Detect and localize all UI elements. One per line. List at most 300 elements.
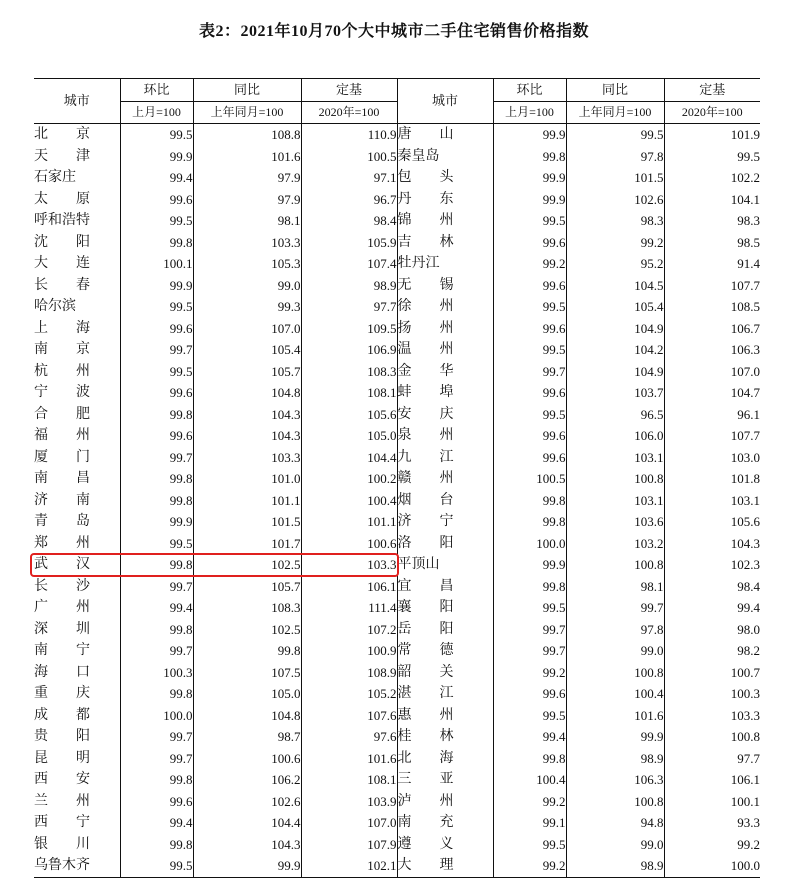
right-yoy-cell: 100.8 (566, 554, 664, 576)
right-fixed-cell: 103.1 (664, 490, 760, 512)
left-mom-cell: 99.8 (120, 683, 193, 705)
table-row (34, 554, 760, 576)
left-fixed-cell: 101.1 (301, 511, 397, 533)
right-city-cell: 锦 州 (397, 210, 493, 232)
left-fixed-cell: 111.4 (301, 597, 397, 619)
right-mom-cell: 99.7 (493, 619, 566, 641)
header-fixed-base-left: 2020年=100 (301, 101, 397, 124)
left-yoy-cell: 97.9 (193, 167, 301, 189)
right-mom-cell: 99.2 (493, 662, 566, 684)
right-fixed-cell: 104.1 (664, 189, 760, 211)
left-mom-cell: 99.8 (120, 468, 193, 490)
left-mom-cell: 99.6 (120, 382, 193, 404)
left-mom-cell: 99.7 (120, 339, 193, 361)
left-fixed-cell: 109.5 (301, 318, 397, 340)
left-fixed-cell: 104.4 (301, 447, 397, 469)
left-fixed-cell: 97.7 (301, 296, 397, 318)
right-mom-cell: 99.8 (493, 490, 566, 512)
right-city-cell: 包 头 (397, 167, 493, 189)
left-city-cell: 宁 波 (34, 385, 90, 400)
right-mom-cell: 99.6 (493, 382, 566, 404)
right-fixed-cell: 96.1 (664, 404, 760, 426)
left-mom-cell: 100.0 (120, 705, 193, 727)
table-row (34, 748, 760, 770)
left-yoy-cell: 104.3 (193, 404, 301, 426)
left-fixed-cell: 98.9 (301, 275, 397, 297)
right-yoy-cell: 99.7 (566, 597, 664, 619)
left-city-cell: 沈 阳 (34, 234, 90, 250)
left-city-cell: 太 原 (34, 191, 90, 207)
right-city-cell: 平顶山 (397, 554, 493, 576)
table-row (34, 425, 760, 447)
right-mom-cell: 99.7 (493, 361, 566, 383)
right-fixed-cell: 99.4 (664, 597, 760, 619)
right-fixed-cell: 91.4 (664, 253, 760, 275)
left-fixed-cell: 103.3 (301, 554, 397, 576)
left-yoy-cell: 103.3 (193, 232, 301, 254)
right-city-cell: 温 州 (397, 339, 493, 361)
right-fixed-cell: 99.2 (664, 834, 760, 856)
left-city-cell: 海 口 (34, 664, 90, 680)
left-mom-cell: 99.7 (120, 447, 193, 469)
right-yoy-cell: 94.8 (566, 812, 664, 834)
table-row (34, 318, 760, 340)
right-mom-cell: 99.6 (493, 425, 566, 447)
right-city-cell: 扬 州 (397, 318, 493, 340)
left-fixed-cell: 108.1 (301, 382, 397, 404)
right-mom-cell: 99.1 (493, 812, 566, 834)
right-fixed-cell: 103.3 (664, 705, 760, 727)
table-row (34, 361, 760, 383)
left-mom-cell: 99.8 (120, 834, 193, 856)
header-mom-right: 环比 (493, 79, 566, 102)
left-city-cell: 长 春 (34, 277, 90, 293)
right-yoy-cell: 96.5 (566, 404, 664, 426)
left-mom-cell: 99.8 (120, 490, 193, 512)
right-city-cell: 襄 阳 (397, 597, 493, 619)
left-fixed-cell: 110.9 (301, 124, 397, 146)
left-city-cell: 成 都 (34, 707, 90, 723)
left-city-cell: 长 沙 (34, 578, 90, 594)
right-city-cell: 宜 昌 (397, 576, 493, 598)
table-row (34, 640, 760, 662)
right-yoy-cell: 98.9 (566, 748, 664, 770)
left-yoy-cell: 98.7 (193, 726, 301, 748)
right-mom-cell: 99.5 (493, 296, 566, 318)
right-fixed-cell: 100.3 (664, 683, 760, 705)
right-yoy-cell: 106.0 (566, 425, 664, 447)
right-mom-cell: 99.6 (493, 318, 566, 340)
right-mom-cell: 99.8 (493, 146, 566, 168)
right-city-cell: 湛 江 (397, 683, 493, 705)
right-yoy-cell: 104.9 (566, 318, 664, 340)
header-fixed-right: 定基 (664, 79, 760, 102)
left-city-cell: 呼和浩特 (34, 213, 90, 228)
header-yoy-left: 同比 (193, 79, 301, 102)
left-fixed-cell: 100.9 (301, 640, 397, 662)
right-city-cell: 桂 林 (397, 726, 493, 748)
right-fixed-cell: 107.7 (664, 425, 760, 447)
right-mom-cell: 100.5 (493, 468, 566, 490)
left-mom-cell: 99.4 (120, 167, 193, 189)
left-yoy-cell: 102.6 (193, 791, 301, 813)
left-fixed-cell: 100.6 (301, 533, 397, 555)
right-fixed-cell: 97.7 (664, 748, 760, 770)
header-city-right: 城市 (397, 79, 493, 124)
right-city-cell: 大 理 (397, 855, 493, 877)
right-fixed-cell: 100.7 (664, 662, 760, 684)
left-mom-cell: 99.5 (120, 124, 193, 146)
right-yoy-cell: 99.2 (566, 232, 664, 254)
left-city-cell: 杭 州 (34, 363, 90, 379)
left-city-cell: 武 汉 (34, 557, 90, 572)
left-yoy-cell: 105.3 (193, 253, 301, 275)
table-row (34, 619, 760, 641)
left-fixed-cell: 100.2 (301, 468, 397, 490)
right-yoy-cell: 103.2 (566, 533, 664, 555)
left-yoy-cell: 107.5 (193, 662, 301, 684)
header-mom-base-left: 上月=100 (120, 101, 193, 124)
left-yoy-cell: 105.4 (193, 339, 301, 361)
table-row (34, 812, 760, 834)
right-yoy-cell: 100.8 (566, 468, 664, 490)
left-fixed-cell: 98.4 (301, 210, 397, 232)
left-mom-cell: 99.9 (120, 275, 193, 297)
table-row (34, 232, 760, 254)
left-fixed-cell: 100.4 (301, 490, 397, 512)
left-city-cell: 上 海 (34, 320, 90, 336)
left-fixed-cell: 107.4 (301, 253, 397, 275)
left-mom-cell: 99.5 (120, 296, 193, 318)
table-row (34, 834, 760, 856)
left-mom-cell: 99.9 (120, 511, 193, 533)
left-mom-cell: 99.5 (120, 361, 193, 383)
right-mom-cell: 99.5 (493, 339, 566, 361)
right-mom-cell: 99.5 (493, 404, 566, 426)
right-fixed-cell: 98.4 (664, 576, 760, 598)
right-mom-cell: 99.9 (493, 189, 566, 211)
right-city-cell: 洛 阳 (397, 533, 493, 555)
right-city-cell: 蚌 埠 (397, 382, 493, 404)
table-row (34, 511, 760, 533)
right-city-cell: 秦皇岛 (397, 146, 493, 168)
left-yoy-cell: 101.5 (193, 511, 301, 533)
header-fixed-base-right: 2020年=100 (664, 101, 760, 124)
table-row (34, 404, 760, 426)
left-yoy-cell: 105.0 (193, 683, 301, 705)
left-fixed-cell: 105.6 (301, 404, 397, 426)
left-yoy-cell: 105.7 (193, 576, 301, 598)
header-yoy-base-left: 上年同月=100 (193, 101, 301, 124)
left-city-cell: 南 京 (34, 342, 90, 357)
table-row (34, 189, 760, 211)
right-city-cell: 常 德 (397, 640, 493, 662)
right-fixed-cell: 98.5 (664, 232, 760, 254)
right-yoy-cell: 101.5 (566, 167, 664, 189)
right-fixed-cell: 100.8 (664, 726, 760, 748)
right-yoy-cell: 99.0 (566, 640, 664, 662)
right-mom-cell: 99.5 (493, 597, 566, 619)
left-yoy-cell: 104.8 (193, 382, 301, 404)
left-mom-cell: 99.5 (120, 855, 193, 877)
right-city-cell: 岳 阳 (397, 619, 493, 641)
table-row (34, 705, 760, 727)
right-fixed-cell: 102.3 (664, 554, 760, 576)
right-city-cell: 惠 州 (397, 705, 493, 727)
left-mom-cell: 99.5 (120, 533, 193, 555)
right-mom-cell: 99.6 (493, 232, 566, 254)
left-mom-cell: 99.8 (120, 619, 193, 641)
left-city-cell: 重 庆 (34, 686, 90, 701)
table-row (34, 533, 760, 555)
left-fixed-cell: 100.5 (301, 146, 397, 168)
right-city-cell: 北 海 (397, 748, 493, 770)
right-fixed-cell: 101.9 (664, 124, 760, 146)
left-fixed-cell: 96.7 (301, 189, 397, 211)
right-city-cell: 烟 台 (397, 490, 493, 512)
left-city-cell: 西 安 (34, 772, 90, 787)
left-mom-cell: 99.8 (120, 554, 193, 576)
left-city-cell: 乌鲁木齐 (34, 855, 120, 877)
table-row (34, 490, 760, 512)
right-yoy-cell: 99.0 (566, 834, 664, 856)
left-yoy-cell: 102.5 (193, 619, 301, 641)
left-city-cell: 北 京 (34, 127, 90, 142)
right-fixed-cell: 104.7 (664, 382, 760, 404)
right-fixed-cell: 102.2 (664, 167, 760, 189)
right-yoy-cell: 99.9 (566, 726, 664, 748)
right-fixed-cell: 99.5 (664, 146, 760, 168)
right-mom-cell: 100.4 (493, 769, 566, 791)
left-city-cell: 西 宁 (34, 815, 90, 830)
left-city-cell: 天 津 (34, 148, 90, 164)
right-fixed-cell: 100.1 (664, 791, 760, 813)
right-mom-cell: 99.5 (493, 210, 566, 232)
left-mom-cell: 99.8 (120, 404, 193, 426)
left-city-cell: 贵 阳 (34, 729, 90, 744)
header-city-left: 城市 (34, 79, 120, 124)
left-city-cell: 深 圳 (34, 621, 90, 637)
left-city-cell: 石家庄 (34, 170, 76, 185)
right-fixed-cell: 108.5 (664, 296, 760, 318)
left-fixed-cell: 102.1 (301, 855, 397, 877)
left-fixed-cell: 105.2 (301, 683, 397, 705)
right-city-cell: 无 锡 (397, 275, 493, 297)
right-yoy-cell: 103.6 (566, 511, 664, 533)
left-mom-cell: 99.4 (120, 597, 193, 619)
left-fixed-cell: 101.6 (301, 748, 397, 770)
left-fixed-cell: 108.9 (301, 662, 397, 684)
right-mom-cell: 99.6 (493, 683, 566, 705)
left-mom-cell: 99.7 (120, 576, 193, 598)
right-fixed-cell: 100.0 (664, 855, 760, 877)
left-mom-cell: 99.7 (120, 748, 193, 770)
table-row (34, 662, 760, 684)
right-yoy-cell: 105.4 (566, 296, 664, 318)
right-city-cell: 吉 林 (397, 232, 493, 254)
right-mom-cell: 99.9 (493, 167, 566, 189)
left-yoy-cell: 99.9 (193, 855, 301, 877)
left-yoy-cell: 98.1 (193, 210, 301, 232)
left-yoy-cell: 100.6 (193, 748, 301, 770)
right-mom-cell: 99.2 (493, 253, 566, 275)
left-city-cell: 大 连 (34, 256, 90, 271)
right-fixed-cell: 98.2 (664, 640, 760, 662)
left-yoy-cell: 101.7 (193, 533, 301, 555)
left-fixed-cell: 97.1 (301, 167, 397, 189)
left-city-cell: 银 川 (34, 836, 90, 852)
left-yoy-cell: 99.8 (193, 640, 301, 662)
table-row (34, 683, 760, 705)
right-fixed-cell: 106.7 (664, 318, 760, 340)
left-mom-cell: 99.6 (120, 318, 193, 340)
left-city-cell: 广 州 (34, 600, 90, 615)
right-yoy-cell: 97.8 (566, 146, 664, 168)
right-city-cell: 金 华 (397, 361, 493, 383)
table-row (34, 146, 760, 168)
right-mom-cell: 99.6 (493, 447, 566, 469)
right-city-cell: 泸 州 (397, 791, 493, 813)
right-yoy-cell: 103.7 (566, 382, 664, 404)
left-city-cell: 济 南 (34, 492, 90, 508)
table-row (34, 275, 760, 297)
right-mom-cell: 99.9 (493, 124, 566, 146)
left-city-cell: 南 昌 (34, 471, 90, 486)
right-yoy-cell: 100.8 (566, 662, 664, 684)
left-city-cell: 青 岛 (34, 514, 90, 529)
right-yoy-cell: 98.1 (566, 576, 664, 598)
left-mom-cell: 99.8 (120, 769, 193, 791)
table-row (34, 167, 760, 189)
left-yoy-cell: 107.0 (193, 318, 301, 340)
left-mom-cell: 99.9 (120, 146, 193, 168)
left-city-cell: 合 肥 (34, 406, 90, 422)
left-mom-cell: 100.1 (120, 253, 193, 275)
right-fixed-cell: 106.3 (664, 339, 760, 361)
right-yoy-cell: 104.2 (566, 339, 664, 361)
right-yoy-cell: 106.3 (566, 769, 664, 791)
right-mom-cell: 99.8 (493, 576, 566, 598)
right-city-cell: 遵 义 (397, 834, 493, 856)
right-yoy-cell: 97.8 (566, 619, 664, 641)
right-yoy-cell: 104.9 (566, 361, 664, 383)
table-row (34, 769, 760, 791)
left-fixed-cell: 103.9 (301, 791, 397, 813)
right-yoy-cell: 98.9 (566, 855, 664, 877)
right-yoy-cell: 104.5 (566, 275, 664, 297)
right-yoy-cell: 100.4 (566, 683, 664, 705)
right-fixed-cell: 106.1 (664, 769, 760, 791)
right-fixed-cell: 93.3 (664, 812, 760, 834)
table-title: 表2：2021年10月70个大中城市二手住宅销售价格指数 (198, 23, 589, 40)
right-city-cell: 南 充 (397, 812, 493, 834)
right-mom-cell: 99.2 (493, 791, 566, 813)
left-yoy-cell: 101.0 (193, 468, 301, 490)
left-fixed-cell: 108.3 (301, 361, 397, 383)
table-row (34, 210, 760, 232)
right-yoy-cell: 103.1 (566, 490, 664, 512)
right-fixed-cell: 104.3 (664, 533, 760, 555)
right-mom-cell: 99.2 (493, 855, 566, 877)
table-row (34, 726, 760, 748)
table-row (34, 382, 760, 404)
table-row (34, 296, 760, 318)
right-yoy-cell: 102.6 (566, 189, 664, 211)
right-city-cell: 安 庆 (397, 404, 493, 426)
header-yoy-base-right: 上年同月=100 (566, 101, 664, 124)
left-fixed-cell: 107.2 (301, 619, 397, 641)
right-fixed-cell: 107.0 (664, 361, 760, 383)
left-yoy-cell: 99.3 (193, 296, 301, 318)
right-fixed-cell: 105.6 (664, 511, 760, 533)
left-mom-cell: 99.6 (120, 425, 193, 447)
right-city-cell: 韶 关 (397, 662, 493, 684)
right-city-cell: 赣 州 (397, 468, 493, 490)
right-fixed-cell: 98.0 (664, 619, 760, 641)
left-fixed-cell: 107.0 (301, 812, 397, 834)
right-fixed-cell: 107.7 (664, 275, 760, 297)
price-index-table (34, 78, 760, 878)
left-yoy-cell: 106.2 (193, 769, 301, 791)
left-yoy-cell: 101.1 (193, 490, 301, 512)
left-yoy-cell: 104.3 (193, 425, 301, 447)
right-yoy-cell: 99.5 (566, 124, 664, 146)
right-mom-cell: 99.7 (493, 640, 566, 662)
left-city-cell: 福 州 (34, 428, 90, 443)
left-yoy-cell: 97.9 (193, 189, 301, 211)
table-row (34, 597, 760, 619)
left-fixed-cell: 106.1 (301, 576, 397, 598)
table-row (34, 253, 760, 275)
right-city-cell: 泉 州 (397, 425, 493, 447)
right-yoy-cell: 101.6 (566, 705, 664, 727)
right-mom-cell: 100.0 (493, 533, 566, 555)
left-yoy-cell: 101.6 (193, 146, 301, 168)
table-body (34, 124, 760, 878)
right-mom-cell: 99.4 (493, 726, 566, 748)
left-yoy-cell: 105.7 (193, 361, 301, 383)
left-fixed-cell: 97.6 (301, 726, 397, 748)
right-mom-cell: 99.9 (493, 554, 566, 576)
left-city-cell: 兰 州 (34, 793, 90, 809)
table-row (34, 468, 760, 490)
left-mom-cell: 99.7 (120, 726, 193, 748)
left-fixed-cell: 108.1 (301, 769, 397, 791)
right-fixed-cell: 98.3 (664, 210, 760, 232)
left-city-cell: 昆 明 (34, 750, 90, 766)
right-yoy-cell: 103.1 (566, 447, 664, 469)
right-fixed-cell: 103.0 (664, 447, 760, 469)
right-mom-cell: 99.5 (493, 834, 566, 856)
right-mom-cell: 99.8 (493, 748, 566, 770)
right-mom-cell: 99.5 (493, 705, 566, 727)
left-yoy-cell: 104.8 (193, 705, 301, 727)
left-fixed-cell: 105.0 (301, 425, 397, 447)
right-yoy-cell: 100.8 (566, 791, 664, 813)
left-mom-cell: 99.6 (120, 791, 193, 813)
left-yoy-cell: 104.4 (193, 812, 301, 834)
right-city-cell: 徐 州 (397, 296, 493, 318)
right-mom-cell: 99.8 (493, 511, 566, 533)
header-yoy-right: 同比 (566, 79, 664, 102)
right-city-cell: 济 宁 (397, 511, 493, 533)
left-city-cell: 南 宁 (34, 643, 90, 658)
left-mom-cell: 100.3 (120, 662, 193, 684)
left-mom-cell: 99.8 (120, 232, 193, 254)
left-yoy-cell: 104.3 (193, 834, 301, 856)
right-mom-cell: 99.6 (493, 275, 566, 297)
left-yoy-cell: 99.0 (193, 275, 301, 297)
